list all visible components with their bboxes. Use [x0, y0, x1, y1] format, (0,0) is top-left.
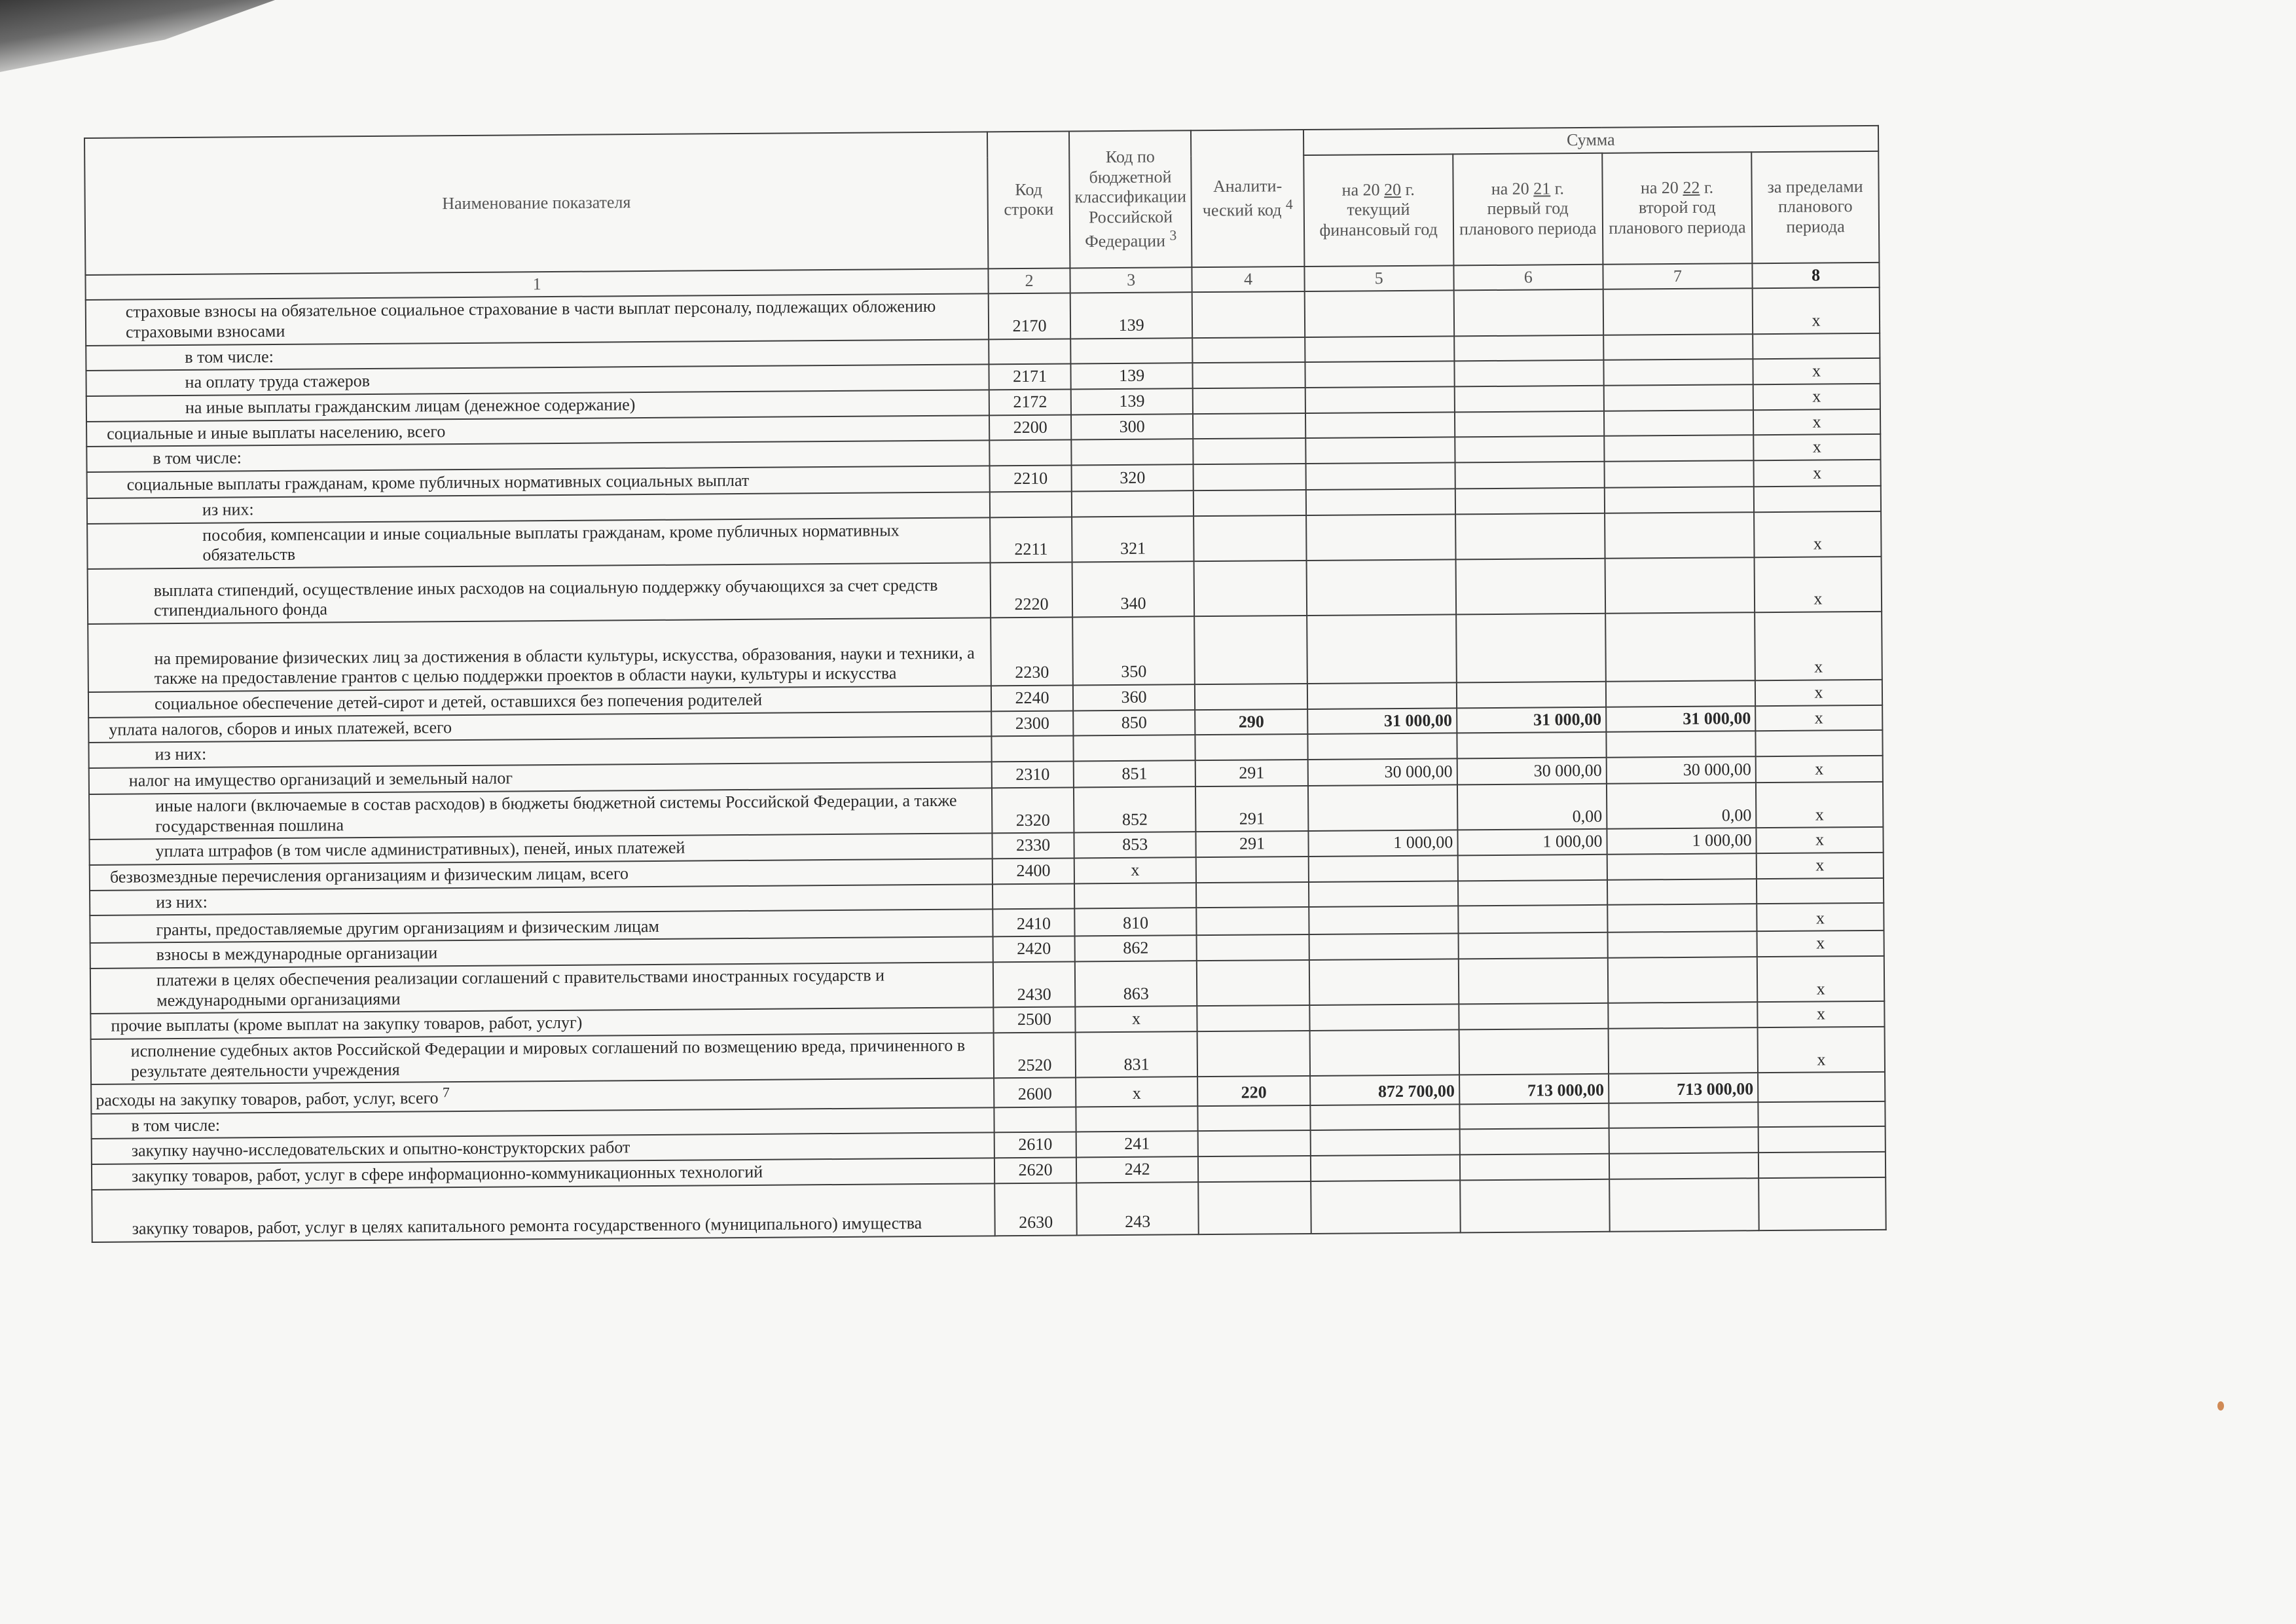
- row-sum-year-3: [1605, 512, 1755, 559]
- row-sum-year-1: [1310, 1155, 1459, 1181]
- row-sum-year-1: [1309, 1005, 1459, 1031]
- row-sum-year-2: [1455, 462, 1604, 489]
- row-budget-code: 139: [1070, 293, 1192, 339]
- row-sum-year-3: [1603, 334, 1753, 360]
- row-sum-year-2: [1458, 905, 1607, 934]
- header-beyond: за пределами планового периода: [1751, 151, 1879, 263]
- row-sum-year-2: [1455, 436, 1604, 462]
- row-sum-year-1: [1305, 437, 1455, 464]
- row-name: социальные и иные выплаты населению, всего: [86, 415, 990, 447]
- row-sum-year-1: [1311, 1180, 1461, 1234]
- row-sum-year-3: [1603, 360, 1753, 386]
- header-year-3: на 20 22 г. второй год планового периода: [1602, 152, 1752, 265]
- row-name: закупку научно-исследовательских и опытно-конструкторских работ: [92, 1133, 995, 1164]
- row-name: взносы в международные организации: [90, 937, 994, 969]
- row-sum-year-2: [1455, 513, 1605, 560]
- row-name: пособия, компенсации и иные социальные выплаты гражданам, кроме публичных нормативных обязательств: [87, 517, 991, 569]
- row-line-code: [990, 492, 1072, 518]
- row-beyond: x: [1758, 1027, 1885, 1073]
- row-beyond: [1758, 1126, 1886, 1153]
- row-budget-code: 340: [1072, 561, 1194, 617]
- row-budget-code: x: [1075, 1006, 1197, 1033]
- row-sum-year-3: 30 000,00: [1607, 756, 1756, 784]
- col-number: 8: [1752, 263, 1879, 289]
- row-sum-year-3: 1 000,00: [1607, 828, 1756, 855]
- row-name: платежи в целях обеспечения реализации соглашений с правительствами иностранных государств и международными организациями: [90, 962, 994, 1014]
- row-sum-year-1: [1304, 291, 1454, 337]
- row-sum-year-3: [1607, 904, 1757, 933]
- row-sum-year-2: [1455, 411, 1604, 437]
- row-analytic-code: [1197, 907, 1309, 935]
- row-line-code: 2520: [994, 1033, 1076, 1079]
- row-name: прочие выплаты (кроме выплат на закупку товаров, работ, услуг): [90, 1008, 994, 1039]
- row-analytic-code: [1197, 960, 1309, 1006]
- row-sum-year-2: [1459, 1128, 1609, 1154]
- row-name: из них:: [87, 492, 991, 523]
- row-analytic-code: [1195, 616, 1307, 684]
- row-line-code: 2230: [991, 618, 1072, 686]
- row-budget-code: 853: [1074, 832, 1196, 858]
- row-sum-year-1: [1305, 336, 1454, 362]
- header-year-2: на 20 21 г. первый год планового периода: [1453, 153, 1603, 265]
- row-sum-year-2: 31 000,00: [1457, 707, 1606, 733]
- row-analytic-code: [1195, 684, 1307, 710]
- row-budget-code: 241: [1076, 1132, 1198, 1158]
- row-analytic-code: [1197, 934, 1309, 961]
- row-name: из них:: [88, 737, 992, 768]
- row-analytic-code: [1194, 561, 1307, 616]
- row-sum-year-1: 31 000,00: [1307, 708, 1457, 734]
- row-analytic-code: [1198, 1156, 1310, 1182]
- row-name: иные налоги (включаемые в состав расходов) в бюджеты бюджетной системы Российской Федерации, а также государственная пошлина: [89, 788, 993, 840]
- row-line-code: [994, 1107, 1076, 1133]
- row-line-code: [993, 883, 1074, 910]
- row-name: гранты, предоставляемые другим организациям и физическим лицам: [90, 910, 993, 944]
- row-analytic-code: [1195, 734, 1307, 760]
- row-name: уплата налогов, сборов и иных платежей, всего: [88, 711, 992, 743]
- header-name: Наименование показателя: [84, 132, 989, 274]
- row-line-code: 2630: [995, 1183, 1077, 1236]
- row-budget-code: 850: [1073, 710, 1195, 736]
- row-beyond: [1758, 1177, 1886, 1230]
- row-sum-year-3: [1607, 932, 1757, 958]
- row-analytic-code: [1197, 1005, 1309, 1031]
- row-analytic-code: [1194, 464, 1305, 490]
- row-beyond: [1754, 486, 1881, 512]
- row-sum-year-2: 30 000,00: [1457, 758, 1606, 785]
- row-budget-code: 320: [1071, 464, 1194, 491]
- scan-shadow: [0, 0, 275, 72]
- row-beyond: x: [1755, 612, 1882, 680]
- row-name: исполнение судебных актов Российской Федерации и мировых соглашений по возмещению вреда, причиненного в результате деятельности учреждения: [91, 1033, 994, 1084]
- row-sum-year-3: [1606, 731, 1755, 758]
- row-line-code: 2240: [991, 686, 1073, 712]
- row-beyond: [1758, 1152, 1886, 1178]
- row-line-code: 2500: [994, 1007, 1076, 1033]
- row-beyond: x: [1755, 705, 1882, 731]
- row-sum-year-2: [1459, 1103, 1609, 1130]
- row-analytic-code: 220: [1197, 1076, 1309, 1106]
- row-analytic-code: [1198, 1130, 1310, 1156]
- row-sum-year-2: [1458, 880, 1607, 906]
- row-sum-year-2: 1 000,00: [1457, 829, 1607, 855]
- row-line-code: 2172: [989, 390, 1071, 416]
- row-sum-year-3: [1609, 1153, 1758, 1179]
- row-sum-year-1: [1308, 784, 1458, 831]
- scan-speck: [2217, 1401, 2224, 1411]
- row-sum-year-1: [1309, 1029, 1459, 1076]
- budget-table-wrapper: [84, 125, 1887, 1243]
- row-sum-year-3: [1604, 410, 1753, 436]
- row-sum-year-3: [1609, 1102, 1758, 1128]
- row-budget-code: [1072, 490, 1194, 517]
- header-budget-code: Код по бюджетной классификации Российской Федерации $^3$: [1069, 130, 1192, 268]
- row-sum-year-3: [1607, 853, 1757, 879]
- row-sum-year-3: [1605, 557, 1755, 614]
- row-sum-year-2: [1459, 958, 1609, 1005]
- row-sum-year-3: [1609, 1128, 1758, 1154]
- row-sum-year-2: [1455, 559, 1605, 615]
- row-line-code: 2300: [991, 710, 1073, 737]
- header-sum: Сумма: [1303, 126, 1879, 155]
- row-sum-year-1: 30 000,00: [1307, 758, 1457, 786]
- row-sum-year-1: 872 700,00: [1310, 1075, 1459, 1105]
- header-analytic-code: Аналити-ческий код $^4$: [1191, 130, 1304, 267]
- row-line-code: 2200: [989, 415, 1071, 441]
- col-number: 1: [85, 268, 989, 300]
- row-line-code: [990, 440, 1072, 466]
- row-beyond: [1758, 1101, 1885, 1128]
- row-beyond: [1758, 1072, 1885, 1102]
- row-analytic-code: [1192, 291, 1305, 338]
- row-budget-code: 831: [1075, 1031, 1197, 1078]
- row-sum-year-3: [1604, 460, 1753, 488]
- row-sum-year-3: [1608, 1003, 1757, 1029]
- row-name: уплата штрафов (в том числе административных), пеней, иных платежей: [89, 834, 993, 865]
- row-sum-year-3: 31 000,00: [1606, 706, 1755, 732]
- row-line-code: 2330: [993, 833, 1074, 859]
- col-number: 4: [1192, 267, 1304, 293]
- row-sum-year-1: [1309, 906, 1458, 935]
- row-analytic-code: [1193, 362, 1305, 388]
- row-analytic-code: 291: [1195, 786, 1308, 832]
- row-budget-code: 851: [1073, 760, 1195, 787]
- row-budget-code: 852: [1074, 786, 1196, 833]
- row-line-code: 2430: [993, 962, 1075, 1008]
- row-sum-year-3: 0,00: [1607, 783, 1757, 829]
- row-beyond: [1757, 878, 1884, 904]
- row-beyond: x: [1753, 358, 1880, 384]
- row-sum-year-3: [1605, 612, 1755, 682]
- row-budget-code: 360: [1073, 684, 1195, 710]
- row-sum-year-2: [1460, 1179, 1610, 1233]
- row-sum-year-1: [1305, 489, 1455, 515]
- row-beyond: x: [1756, 782, 1883, 828]
- col-number: 3: [1070, 267, 1192, 293]
- row-sum-year-2: 0,00: [1457, 784, 1607, 830]
- row-name: на премирование физических лиц за достижения в области культуры, искусства, образования, науки и техники, а также на предоставление грантов с целью поддержки проектов в области науки, культуры и искусства: [88, 618, 991, 692]
- row-budget-code: [1074, 883, 1197, 909]
- row-line-code: 2210: [990, 466, 1072, 492]
- row-analytic-code: [1194, 438, 1305, 464]
- row-name: в том числе:: [91, 1107, 994, 1139]
- row-analytic-code: [1193, 337, 1305, 363]
- row-line-code: 2620: [994, 1158, 1076, 1184]
- row-beyond: [1755, 730, 1882, 756]
- row-line-code: 2211: [990, 517, 1072, 563]
- row-beyond: x: [1753, 434, 1880, 460]
- row-beyond: x: [1757, 1001, 1884, 1027]
- row-sum-year-3: [1608, 957, 1758, 1003]
- row-sum-year-1: [1310, 1130, 1459, 1156]
- row-sum-year-1: [1305, 386, 1454, 413]
- table-body: [86, 287, 1886, 1242]
- row-analytic-code: 291: [1196, 831, 1308, 857]
- row-budget-code: 300: [1071, 414, 1194, 440]
- row-budget-code: [1071, 439, 1194, 466]
- row-name: расходы на закупку товаров, работ, услуг, всего $^7$: [91, 1079, 994, 1114]
- row-beyond: x: [1756, 827, 1883, 853]
- row-analytic-code: [1193, 413, 1305, 439]
- row-budget-code: [1076, 1106, 1198, 1132]
- row-name: выплата стипендий, осуществление иных расходов на социальную поддержку обучающихся за счет средств стипендиального фонда: [88, 563, 991, 624]
- row-beyond: x: [1755, 680, 1882, 706]
- row-sum-year-1: [1307, 733, 1457, 760]
- row-sum-year-1: [1307, 614, 1457, 684]
- row-sum-year-2: [1457, 855, 1607, 881]
- row-sum-year-2: 713 000,00: [1459, 1074, 1609, 1104]
- row-name: закупку товаров, работ, услуг в целях капитального ремонта государственного (муниципального) имущества: [92, 1183, 995, 1242]
- row-beyond: x: [1756, 756, 1883, 783]
- row-budget-code: 321: [1072, 516, 1194, 563]
- row-line-code: 2610: [994, 1132, 1076, 1158]
- row-analytic-code: [1193, 388, 1305, 414]
- row-analytic-code: [1199, 1181, 1311, 1234]
- row-budget-code: 243: [1076, 1182, 1199, 1235]
- row-name: на оплату труда стажеров: [86, 365, 989, 396]
- row-line-code: 2410: [993, 909, 1075, 937]
- row-budget-code: 810: [1074, 908, 1197, 936]
- row-sum-year-3: [1603, 289, 1753, 335]
- row-sum-year-1: 1 000,00: [1308, 830, 1457, 857]
- row-sum-year-1: [1308, 855, 1457, 881]
- row-budget-code: 139: [1070, 363, 1193, 390]
- row-sum-year-3: [1606, 680, 1755, 707]
- row-budget-code: 242: [1076, 1156, 1199, 1183]
- row-analytic-code: [1196, 857, 1308, 883]
- col-number: 2: [989, 268, 1070, 294]
- row-line-code: 2400: [993, 858, 1074, 885]
- row-beyond: x: [1757, 853, 1884, 879]
- row-budget-code: [1070, 338, 1193, 364]
- col-number: 7: [1603, 263, 1752, 289]
- row-budget-code: x: [1076, 1077, 1198, 1107]
- row-budget-code: 862: [1074, 936, 1197, 962]
- row-beyond: x: [1757, 903, 1884, 931]
- row-sum-year-3: [1604, 435, 1753, 462]
- row-beyond: x: [1754, 460, 1881, 487]
- row-sum-year-2: [1457, 682, 1606, 708]
- row-name: безвозмездные перечисления организациям и физическим лицам, всего: [90, 858, 993, 890]
- row-sum-year-3: [1608, 1027, 1758, 1074]
- row-analytic-code: [1198, 1105, 1310, 1132]
- row-line-code: 2600: [994, 1078, 1076, 1107]
- row-beyond: [1753, 333, 1880, 360]
- row-sum-year-2: [1458, 932, 1607, 959]
- row-beyond: x: [1754, 511, 1881, 558]
- budget-table: [84, 125, 1887, 1243]
- row-name: в том числе:: [86, 339, 989, 371]
- row-name: из них:: [90, 884, 993, 915]
- row-sum-year-2: [1456, 614, 1606, 683]
- row-sum-year-2: [1459, 1003, 1608, 1029]
- row-name: страховые взносы на обязательное социальное страхование в части выплат персоналу, подлежащих обложению страховыми взносами: [86, 294, 989, 346]
- row-budget-code: x: [1074, 857, 1196, 883]
- row-sum-year-2: [1457, 732, 1606, 758]
- row-budget-code: 350: [1072, 616, 1195, 685]
- row-budget-code: [1073, 735, 1195, 762]
- row-analytic-code: [1196, 882, 1308, 908]
- row-sum-year-2: [1454, 386, 1603, 412]
- row-name: социальные выплаты гражданам, кроме публичных нормативных социальных выплат: [87, 466, 991, 498]
- row-line-code: 2170: [989, 293, 1070, 339]
- row-sum-year-1: [1306, 514, 1456, 561]
- row-sum-year-2: [1459, 1029, 1609, 1075]
- row-sum-year-2: [1455, 488, 1604, 514]
- row-sum-year-2: [1453, 289, 1603, 336]
- col-number: 6: [1453, 264, 1603, 290]
- row-sum-year-3: 713 000,00: [1609, 1073, 1758, 1103]
- row-line-code: 2320: [992, 788, 1074, 834]
- row-sum-year-1: [1309, 959, 1459, 1005]
- row-analytic-code: [1197, 1031, 1310, 1077]
- row-beyond: x: [1753, 409, 1880, 435]
- row-beyond: x: [1757, 956, 1884, 1003]
- row-line-code: 2220: [991, 563, 1072, 618]
- row-line-code: 2171: [989, 364, 1071, 390]
- row-beyond: x: [1757, 931, 1884, 957]
- row-sum-year-1: [1307, 682, 1456, 709]
- row-beyond: x: [1753, 287, 1880, 334]
- row-budget-code: 863: [1075, 961, 1197, 1007]
- row-line-code: [992, 736, 1074, 762]
- row-sum-year-1: [1305, 412, 1455, 438]
- row-name: закупку товаров, работ, услуг в сфере информационно-коммуникационных технологий: [92, 1158, 995, 1189]
- row-sum-year-3: [1607, 879, 1757, 905]
- row-sum-year-2: [1460, 1154, 1609, 1180]
- row-name: налог на имущество организаций и земельный налог: [89, 762, 993, 794]
- header-year-1: на 20 20 г. текущий финансовый год: [1303, 154, 1453, 267]
- row-analytic-code: 290: [1195, 709, 1307, 735]
- row-budget-code: 139: [1070, 388, 1193, 415]
- row-line-code: 2310: [992, 762, 1074, 788]
- col-number: 5: [1304, 265, 1453, 291]
- row-analytic-code: [1194, 515, 1307, 562]
- row-sum-year-1: [1305, 361, 1454, 388]
- row-name: на иные выплаты гражданским лицам (денежное содержание): [86, 390, 990, 421]
- row-sum-year-2: [1454, 360, 1603, 386]
- row-name: в том числе:: [86, 441, 990, 472]
- row-beyond: x: [1755, 557, 1882, 612]
- table-row: [88, 612, 1882, 692]
- row-line-code: 2420: [993, 936, 1075, 963]
- row-sum-year-3: [1605, 487, 1754, 513]
- row-sum-year-1: [1305, 462, 1455, 490]
- header-line-code: Код строки: [987, 131, 1070, 268]
- row-beyond: x: [1753, 384, 1880, 410]
- row-sum-year-1: [1306, 559, 1456, 616]
- row-analytic-code: 291: [1195, 760, 1307, 786]
- row-analytic-code: [1194, 490, 1305, 516]
- row-sum-year-1: [1309, 934, 1458, 960]
- row-sum-year-2: [1454, 335, 1603, 361]
- row-sum-year-3: [1604, 384, 1753, 411]
- row-sum-year-1: [1309, 881, 1458, 907]
- row-sum-year-3: [1609, 1178, 1759, 1232]
- row-name: социальное обеспечение детей-сирот и детей, оставшихся без попечения родителей: [88, 686, 992, 717]
- row-sum-year-1: [1310, 1104, 1459, 1130]
- row-line-code: [989, 339, 1071, 365]
